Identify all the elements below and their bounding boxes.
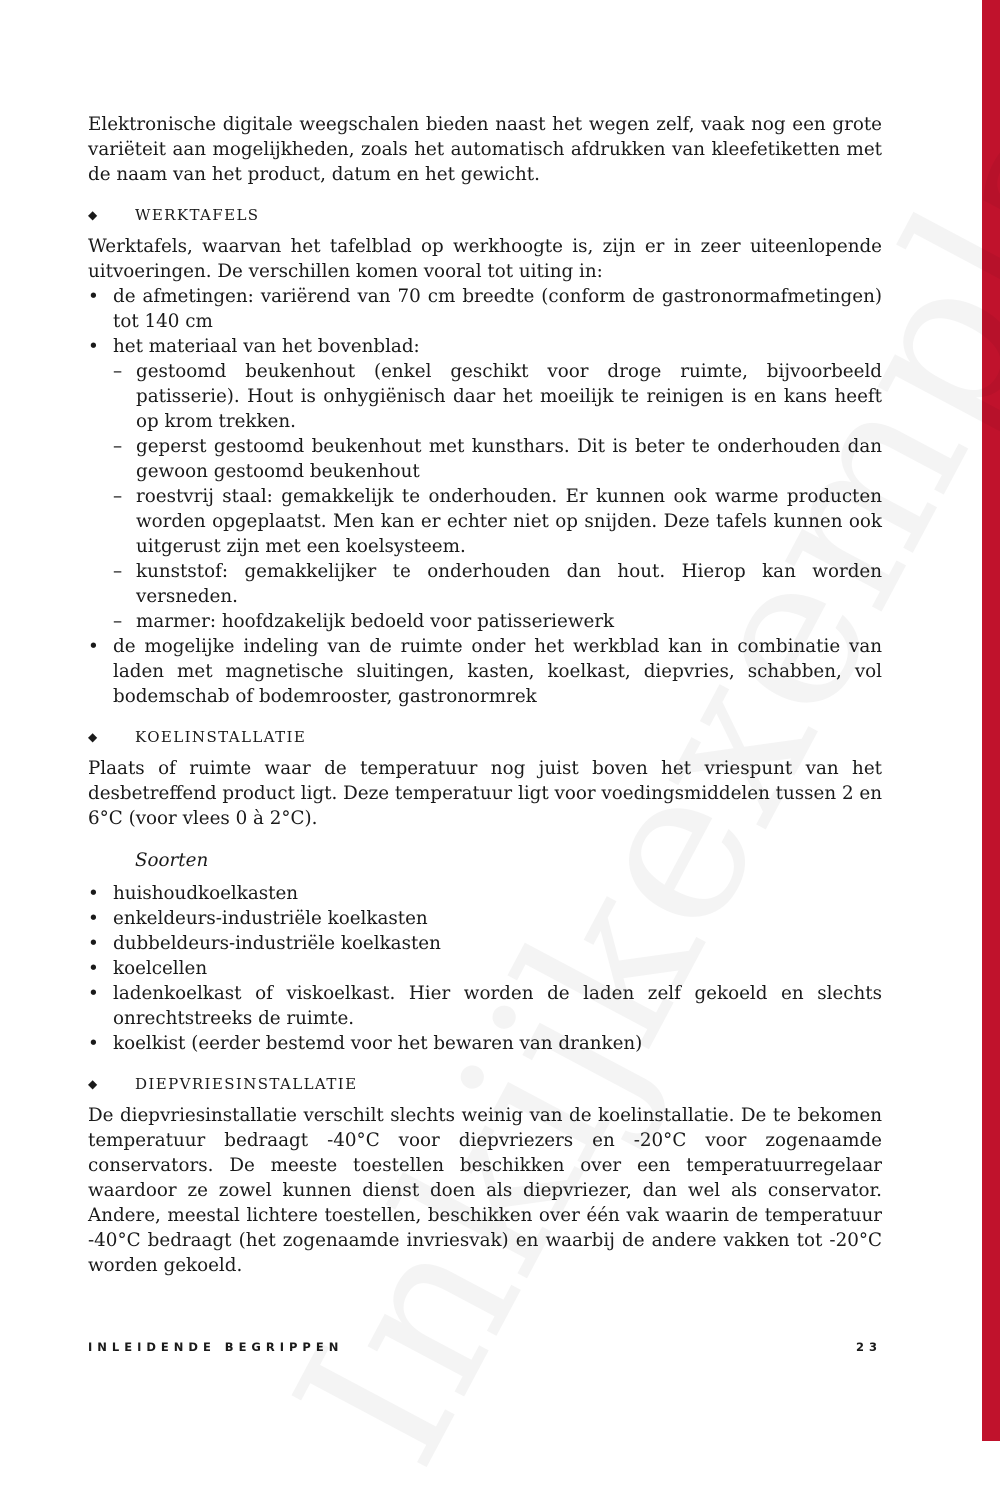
bullet-icon: • [88, 336, 99, 357]
sub-list-item-text: marmer: hoofdzakelijk bedoeld voor patisseriewerk [136, 611, 615, 632]
heading-text: KOELINSTALLATIE [135, 728, 307, 746]
koel-list [88, 881, 882, 1056]
list-item-text: koelkist (eerder bestemd voor het bewaren van dranken) [113, 1033, 643, 1054]
dash-icon: – [113, 561, 123, 582]
diamond-bullet-icon: ◆ [88, 208, 99, 222]
list-item-text: huishoudkoelkasten [113, 883, 299, 904]
dash-icon: – [113, 436, 123, 457]
list-item-text: de afmetingen: variërend van 70 cm breedte (conform de gastronormafmetingen) tot 140 cm [113, 286, 882, 332]
subheading-soorten: Soorten [135, 850, 209, 871]
dash-icon: – [113, 611, 123, 632]
sub-list-item-text: roestvrij staal: gemakkelijk te onderhouden. Er kunnen ook warme producten worden opgeplaatst. Men kan er echter niet op snijden. Deze tafels kunnen ook uitgerust zijn met een koelsysteem. [136, 486, 882, 557]
list-item-text: enkeldeurs-industriële koelkasten [113, 908, 428, 929]
intro-paragraph: Elektronische digitale weegschalen bieden naast het wegen zelf, vaak nog een grote variëteit aan mogelijkheden, zoals het automatisch afdrukken van kleefetiketten met de naam van het product, datum en het gewicht. [88, 114, 882, 185]
bullet-icon: • [88, 883, 99, 904]
page-edge-bar [982, 0, 1000, 1441]
bullet-icon: • [88, 983, 99, 1004]
list-item-text: het materiaal van het bovenblad: [113, 336, 420, 357]
list-item [88, 634, 882, 709]
bullet-icon: • [88, 933, 99, 954]
dash-icon: – [113, 486, 123, 507]
list-item [88, 284, 882, 334]
list-item-text: koelcellen [113, 958, 208, 979]
sub-list-item-text: geperst gestoomd beukenhout met kunsthars. Dit is beter te onderhouden dan gewoon gestoomd beukenhout [136, 436, 882, 482]
list-item [88, 956, 882, 981]
bullet-icon: • [88, 908, 99, 929]
page-number: 23 [855, 1340, 882, 1354]
section-heading-diepvriesinstallatie [88, 1073, 882, 1095]
list-item-text: ladenkoelkast of viskoelkast. Hier worden de laden zelf gekoeld en slechts onrechtstreeks de ruimte. [113, 983, 882, 1029]
sub-list-item [113, 359, 882, 434]
page-content [88, 112, 882, 1278]
footer-title: INLEIDENDE BEGRIPPEN [88, 1340, 344, 1354]
bullet-icon: • [88, 286, 99, 307]
dash-icon: – [113, 361, 123, 382]
bullet-icon: • [88, 1033, 99, 1054]
bullet-icon: • [88, 636, 99, 657]
werktafels-list [88, 284, 882, 709]
koel-paragraph: Plaats of ruimte waar de temperatuur nog juist boven het vriespunt van het desbetreffend product ligt. Deze temperatuur ligt voor voedingsmiddelen tussen 2 en 6°C (voor vlees 0 à 2°C). [88, 758, 882, 829]
list-item [88, 881, 882, 906]
diamond-bullet-icon: ◆ [88, 730, 99, 744]
bullet-icon: • [88, 958, 99, 979]
sub-list-item [113, 434, 882, 484]
list-item [88, 981, 882, 1031]
sub-list-item-text: gestoomd beukenhout (enkel geschikt voor droge ruimte, bijvoorbeeld patisserie). Hout is onhygiënisch daar het moeilijk te reinigen is en kans heeft op krom trekken. [136, 361, 882, 432]
list-item [88, 1031, 882, 1056]
page-footer [88, 1340, 882, 1354]
sub-list-item [113, 609, 882, 634]
werktafels-paragraph: Werktafels, waarvan het tafelblad op werkhoogte is, zijn er in zeer uiteenlopende uitvoeringen. De verschillen komen vooral tot uiting in: [88, 236, 882, 282]
diamond-bullet-icon: ◆ [88, 1077, 99, 1091]
materials-list [113, 359, 882, 634]
sub-list-item [113, 559, 882, 609]
section-heading-werktafels [88, 204, 882, 226]
list-item [88, 906, 882, 931]
list-item [88, 334, 882, 634]
sub-list-item [113, 484, 882, 559]
heading-text: WERKTAFELS [135, 206, 260, 224]
sub-list-item-text: kunststof: gemakkelijker te onderhouden dan hout. Hierop kan worden versneden. [136, 561, 882, 607]
list-item-text: de mogelijke indeling van de ruimte onder het werkblad kan in combinatie van laden met magnetische sluitingen, kasten, koelkast, diepvries, schabben, vol bodemschab of bodemrooster, gastronormrek [113, 636, 882, 707]
section-heading-koelinstallatie [88, 726, 882, 748]
diep-paragraph: De diepvriesinstallatie verschilt slechts weinig van de koelinstallatie. De te bekomen temperatuur bedraagt -40°C voor diepvriezers en -20°C voor zogenaamde conservators. De meeste toestellen beschikken over een temperatuurregelaar waardoor ze zowel kunnen dienst doen als diepvriezer, dan wel als conservator. Andere, meestal lichtere toestellen, beschikken over één vak waarin de temperatuur -40°C bedraagt (het zogenaamde invriesvak) en waarbij de andere vakken tot -20°C worden gekoeld. [88, 1105, 882, 1276]
heading-text: DIEPVRIESINSTALLATIE [135, 1075, 358, 1093]
list-item-text: dubbeldeurs-industriële koelkasten [113, 933, 441, 954]
list-item [88, 931, 882, 956]
